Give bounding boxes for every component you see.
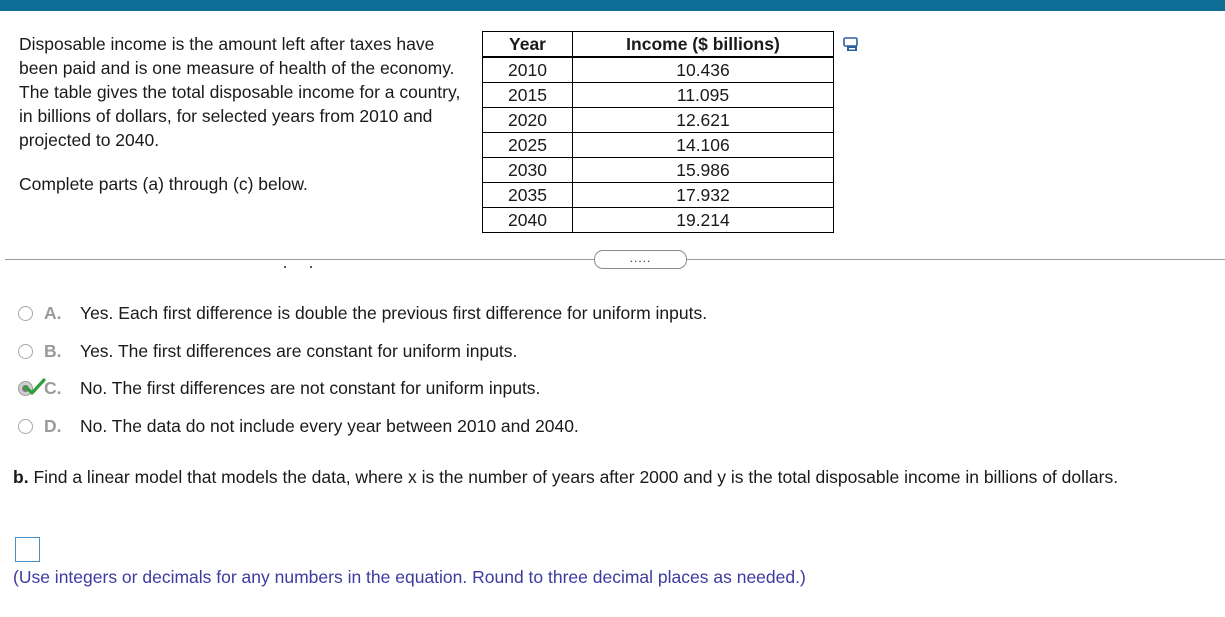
choice-letter: B. (44, 340, 62, 361)
answer-input[interactable] (15, 537, 40, 562)
year-cell: 2035 (483, 183, 573, 208)
table-row (483, 57, 834, 83)
choice-text: Yes. Each first difference is double the previous first difference for uniform inputs. (80, 303, 708, 323)
income-cell: 12.621 (573, 108, 834, 133)
radio-d[interactable] (18, 419, 33, 434)
table-row (483, 108, 834, 133)
choice-text: Yes. The first differences are constant for uniform inputs. (80, 340, 518, 361)
divider-tick (284, 266, 286, 268)
income-header: Income ($ billions) (573, 32, 834, 58)
table-row (483, 208, 834, 233)
top-bar (0, 0, 1225, 11)
checkmark-icon (24, 378, 46, 396)
year-cell: 2040 (483, 208, 573, 233)
part-b-label: b. (13, 467, 29, 487)
income-cell: 15.986 (573, 158, 834, 183)
part-b-question (13, 466, 1208, 489)
income-cell: 17.932 (573, 183, 834, 208)
year-cell: 2030 (483, 158, 573, 183)
year-header: Year (483, 32, 573, 58)
year-cell: 2020 (483, 108, 573, 133)
divider-tick (310, 266, 312, 268)
intro-paragraph: Disposable income is the amount left after taxes have been paid and is one measure of health of the economy. The table gives the total disposable income for a country, in billions of dollars, for selected years from 2010 and projected to 2040. (19, 34, 461, 150)
table-row (483, 133, 834, 158)
table-header-row (483, 32, 834, 58)
year-cell: 2025 (483, 133, 573, 158)
copy-table-icon[interactable] (843, 37, 861, 53)
table-row (483, 83, 834, 108)
part-b-text: Find a linear model that models the data, where x is the number of years after 2000 and y is the total disposable income in billions of dollars. (33, 467, 1119, 487)
radio-b[interactable] (18, 344, 33, 359)
answer-hint: (Use integers or decimals for any numbers in the equation. Round to three decimal places as needed.) (13, 567, 806, 587)
choice-letter: D. (44, 415, 62, 436)
income-cell: 14.106 (573, 133, 834, 158)
choice-letter: C. (44, 378, 62, 398)
table-row (483, 183, 834, 208)
income-cell: 10.436 (573, 57, 834, 83)
choice-letter: A. (44, 303, 62, 323)
year-cell: 2015 (483, 83, 573, 108)
income-cell: 19.214 (573, 208, 834, 233)
year-cell: 2010 (483, 57, 573, 83)
income-cell: 11.095 (573, 83, 834, 108)
instruction-text: Complete parts (a) through (c) below. (19, 174, 308, 194)
expand-button[interactable]: ..... (594, 250, 687, 269)
income-table (482, 31, 834, 233)
radio-a[interactable] (18, 306, 33, 321)
choice-text: No. The data do not include every year between 2010 and 2040. (80, 415, 579, 436)
problem-intro (19, 32, 469, 196)
choice-text: No. The first differences are not constant for uniform inputs. (80, 378, 541, 398)
table-row (483, 158, 834, 183)
